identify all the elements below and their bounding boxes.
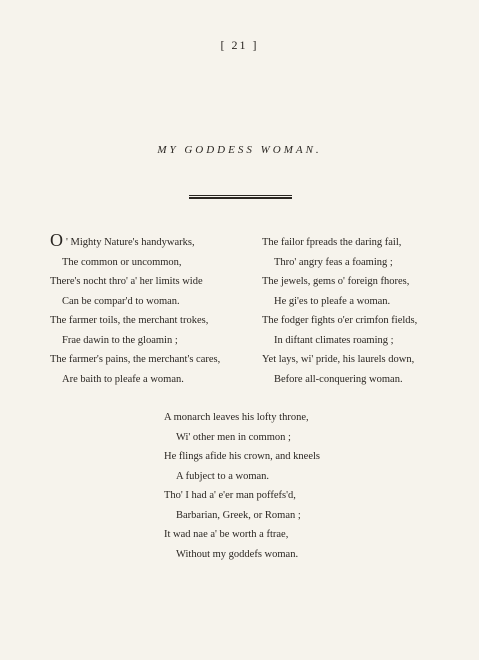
poem-line: The jewels, gems o' foreign fhores, (262, 276, 410, 287)
poem-line: It wad nae a' be worth a ftrae, (164, 529, 289, 540)
poem-line: Thro' angry feas a foaming ; (274, 256, 393, 268)
poem-line: Tho' I had a' e'er man poffefs'd, (164, 490, 296, 501)
poem-title: MY GODDESS WOMAN. (157, 144, 322, 156)
poem-line: In diftant climates roaming ; (274, 334, 394, 346)
drop-initial: O (50, 230, 63, 250)
poem-line: He gi'es to pleafe a woman. (274, 295, 391, 307)
poem-line: He flings afide his crown, and kneels (164, 451, 320, 462)
poem-line: The common or uncommon, (62, 256, 182, 268)
stanza-2 (262, 233, 417, 389)
poem-line: Frae dawin to the gloamin ; (62, 334, 178, 346)
stanza-3 (164, 408, 320, 564)
poem-line: The failor fpreads the daring fail, (262, 237, 402, 248)
poem-line: The farmer's pains, the merchant's cares, (50, 354, 221, 365)
poem-line: Wi' other men in common ; (176, 431, 291, 443)
poem-line: Yet lays, wi' pride, his laurels down, (262, 354, 415, 365)
poem-line: The farmer toils, the merchant trokes, (50, 315, 209, 326)
poem-line: Barbarian, Greek, or Roman ; (176, 509, 301, 521)
poem-line: There's nocht thro' a' her limits wide (50, 276, 203, 287)
title-divider (189, 195, 292, 199)
stanza-1 (50, 230, 221, 389)
poem-line: Before all-conquering woman. (274, 373, 403, 385)
poem-line: Are baith to pleafe a woman. (62, 373, 184, 385)
poem-line: A fubject to a woman. (176, 470, 270, 482)
poem-line: A monarch leaves his lofty throne, (164, 412, 309, 423)
poem-line: Can be compar'd to woman. (62, 295, 180, 307)
poem-line: The fodger fights o'er crimfon fields, (262, 315, 418, 326)
poem-line: Without my goddefs woman. (176, 548, 299, 560)
page-number: [ 21 ] (220, 38, 259, 52)
poem-line: O ' Mighty Nature's handywarks, (50, 230, 195, 250)
